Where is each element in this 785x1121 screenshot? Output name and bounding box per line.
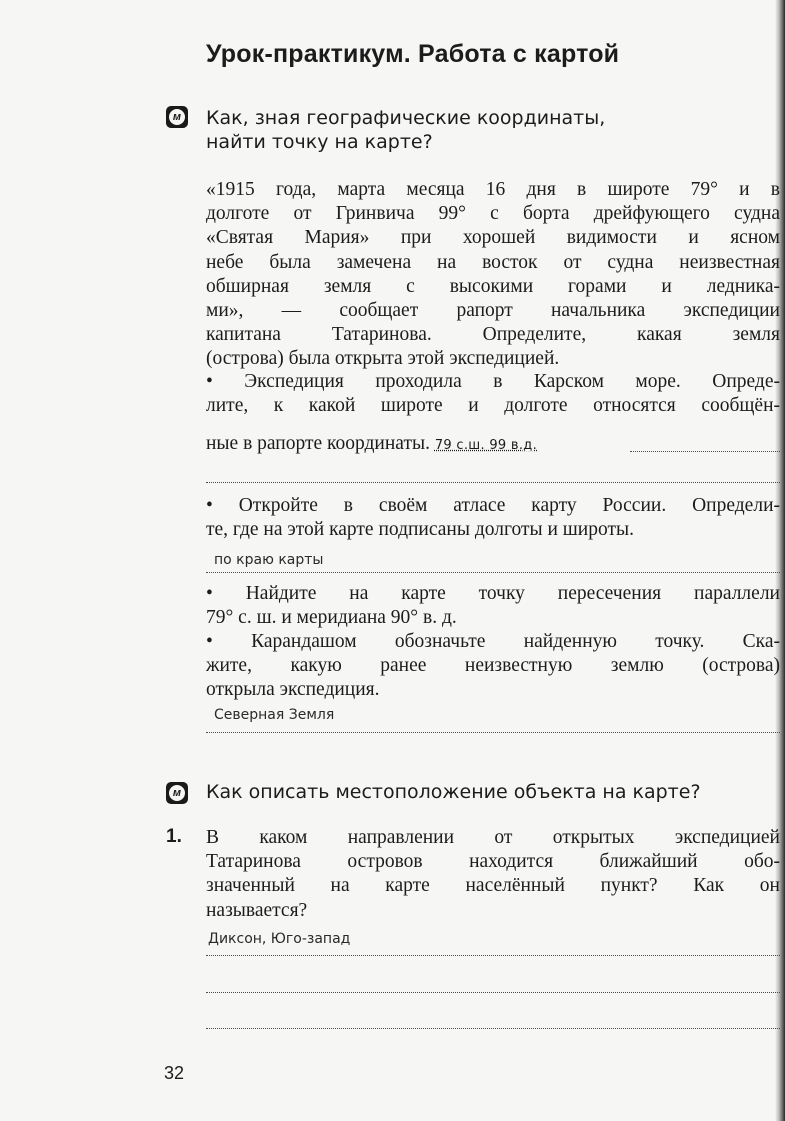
task-1-answer[interactable]: 79 с.ш. 99 в.д. xyxy=(434,438,538,453)
exercise-1-line-2: Татаринова островов находится ближайший обо- xyxy=(206,851,780,873)
task-2-line-2: те, где на этой карте подписаны долготы и широты. xyxy=(206,519,634,541)
exercise-1-line-1: В каком направлении от открытых экспедицией xyxy=(206,827,780,848)
answer-line xyxy=(630,451,780,452)
paragraph-line: ми», — сообщает рапорт начальника экспедиции xyxy=(206,300,780,322)
page-title: Урок-практикум. Работа с картой xyxy=(206,40,620,68)
task-3 xyxy=(206,582,780,630)
page-number: 32 xyxy=(164,1063,185,1083)
task-4-line-1: • Карандашом обозначьте найденную точку. Ска- xyxy=(206,631,780,652)
task-1 xyxy=(206,370,780,418)
exercise-number: 1. xyxy=(166,826,182,847)
task-2 xyxy=(206,494,780,542)
question-1-line-1: Как, зная географические координаты, xyxy=(206,107,606,129)
answer-line xyxy=(206,732,780,733)
exercise-1-answer[interactable]: Диксон, Юго-запад xyxy=(208,931,351,947)
question-2: Как описать местоположение объекта на карте? xyxy=(206,781,701,803)
task-4 xyxy=(206,630,780,703)
report-paragraph xyxy=(206,178,780,372)
answer-line xyxy=(206,482,780,483)
paragraph-line: обширная земля с высокими горами и ледника- xyxy=(206,275,780,297)
exercise-1 xyxy=(206,826,780,923)
task-3-line-1: • Найдите на карте точку пересечения параллели xyxy=(206,583,780,604)
answer-line xyxy=(206,955,780,956)
task-4-line-2: жите, какую ранее неизвестную землю (острова) xyxy=(206,655,780,677)
answer-line xyxy=(206,1028,780,1029)
task-4-answer[interactable]: Северная Земля xyxy=(214,707,335,723)
question-1-line-2: найти точку на карте? xyxy=(206,131,433,153)
paragraph-line: небе была замечена на восток от судна неизвестная xyxy=(206,251,780,273)
task-2-answer[interactable]: по краю карты xyxy=(214,552,324,568)
task-1-line-3: ные в рапорте координаты. xyxy=(206,433,430,454)
paragraph-line: капитана Татаринова. Определите, какая земля xyxy=(206,324,780,346)
question-1 xyxy=(206,106,605,154)
answer-line xyxy=(206,572,780,573)
paragraph-line: «1915 года, марта месяца 16 дня в широте 79° и в xyxy=(206,179,780,200)
paragraph-line: долготе от Гринвича 99° с борта дрейфующего судна xyxy=(206,203,780,225)
exercise-1-line-3: значенный на карте населённый пункт? Как он xyxy=(206,875,780,897)
paragraph-line: (острова) была открыта этой экспедицией. xyxy=(206,348,560,370)
page-edge-shadow xyxy=(775,0,785,1121)
task-4-line-3: открыла экспедиция. xyxy=(206,679,380,701)
answer-line xyxy=(206,992,780,993)
exercise-1-line-4: называется? xyxy=(206,899,308,921)
task-1-line-3-wrap xyxy=(206,432,780,458)
task-1-line-2: лите, к какой широте и долготе относятся сообщён- xyxy=(206,395,780,417)
method-badge-icon: м xyxy=(166,106,188,128)
paragraph-line: «Святая Мария» при хорошей видимости и ясном xyxy=(206,227,780,249)
task-1-line-1: • Экспедиция проходила в Карском море. Опреде- xyxy=(206,371,780,392)
task-2-line-1: • Откройте в своём атласе карту России. Определи- xyxy=(206,495,780,516)
method-badge-icon: м xyxy=(166,782,188,804)
task-3-line-2: 79° с. ш. и меридиана 90° в. д. xyxy=(206,607,457,629)
